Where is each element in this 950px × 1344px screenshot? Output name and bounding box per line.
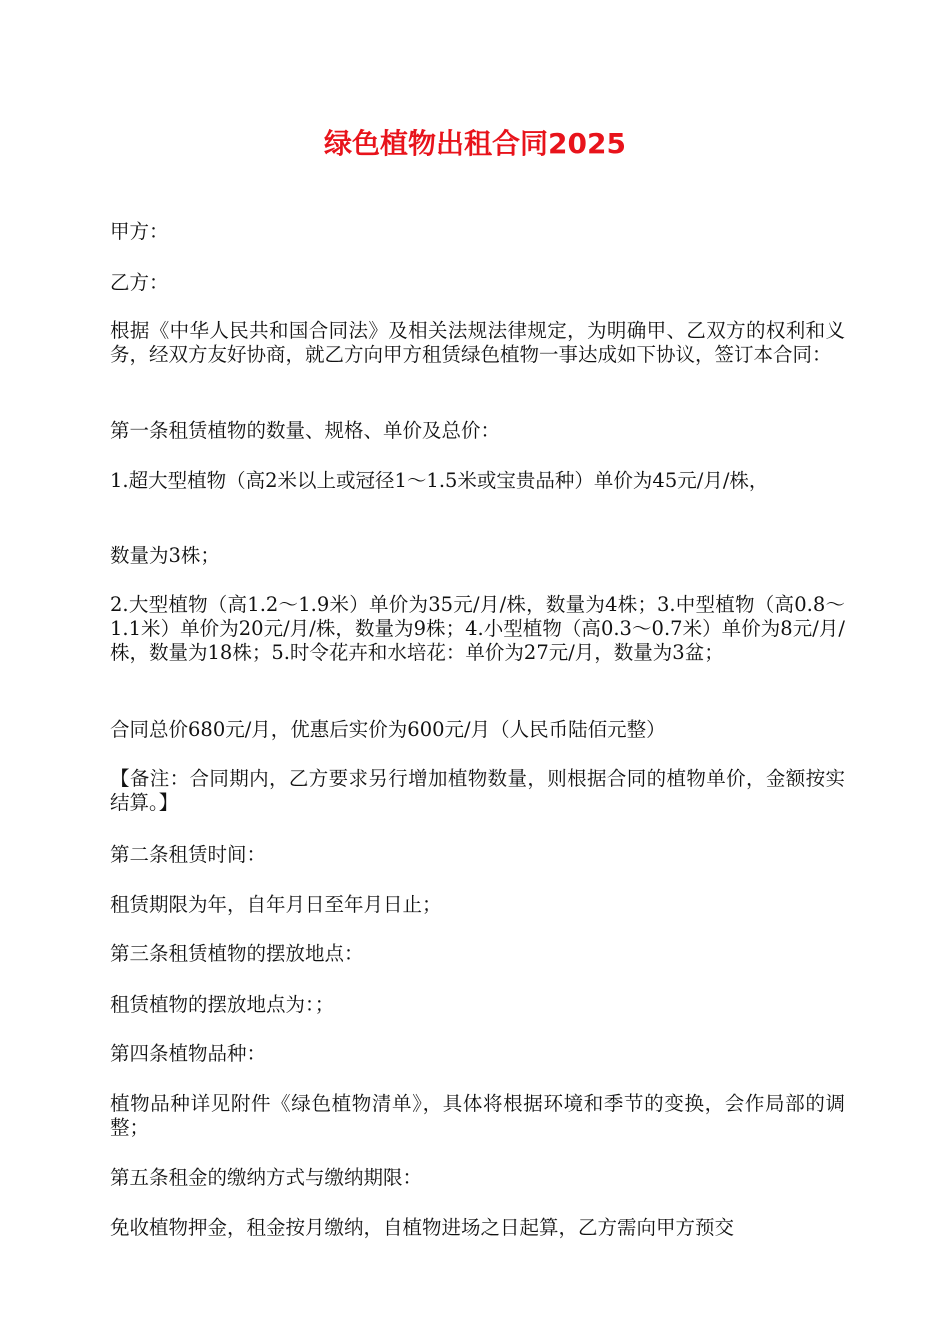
placement-location-line: 租赁植物的摆放地点为：； bbox=[110, 993, 335, 1016]
article-5-heading: 第五条租金的缴纳方式与缴纳期限： bbox=[110, 1166, 423, 1189]
remark-paragraph: 【备注：合同期内，乙方要求另行增加植物数量，则根据合同的植物单价，金额按实结算。】 bbox=[110, 767, 845, 814]
payment-terms-paragraph: 免收植物押金，租金按月缴纳，自植物进场之日起算，乙方需向甲方预交 bbox=[110, 1216, 735, 1239]
plant-varieties-paragraph: 植物品种详见附件《绿色植物清单》，具体将根据环境和季节的变换，会作局部的调整； bbox=[110, 1092, 845, 1139]
article-1-item-1: 1.超大型植物（高2米以上或冠径1～1.5米或宝贵品种）单价为45元/月/株， bbox=[110, 469, 769, 492]
party-a-line: 甲方： bbox=[110, 220, 169, 243]
lease-term-line: 租赁期限为年，自年月日至年月日止； bbox=[110, 893, 442, 916]
article-3-heading: 第三条租赁植物的摆放地点： bbox=[110, 942, 364, 965]
preamble-paragraph: 根据《中华人民共和国合同法》及相关法规法律规定，为明确甲、乙双方的权利和义务，经双方友好协商，就乙方向甲方租赁绿色植物一事达成如下协议，签订本合同： bbox=[110, 319, 845, 366]
article-2-heading: 第二条租赁时间： bbox=[110, 843, 267, 866]
article-4-heading: 第四条植物品种： bbox=[110, 1042, 267, 1065]
article-1-item-1-quantity: 数量为3株； bbox=[110, 544, 220, 567]
article-1-items-2-5: 2.大型植物（高1.2～1.9米）单价为35元/月/株，数量为4株；3.中型植物（高0.8～1.1米）单价为20元/月/株，数量为9株；4.小型植物（高0.3～0.7米）单价为8元/月/株，数量为18株；5.时令花卉和水培花：单价为27元/月，数量为3盆； bbox=[110, 593, 845, 664]
party-b-line: 乙方： bbox=[110, 271, 169, 294]
article-1-heading: 第一条租赁植物的数量、规格、单价及总价： bbox=[110, 419, 501, 442]
contract-total-price: 合同总价680元/月，优惠后实价为600元/月（人民币陆佰元整） bbox=[110, 718, 666, 741]
document-title: 绿色植物出租合同2025 bbox=[324, 127, 626, 160]
